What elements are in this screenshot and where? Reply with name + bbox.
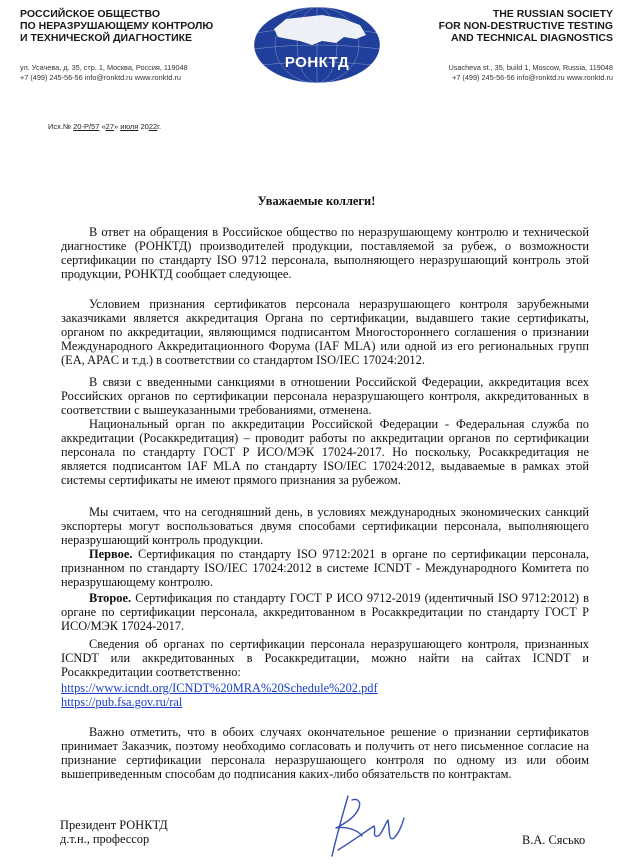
address-ru: ул. Усачева, д. 35, стр. 1, Москва, Россия, 119048 [20, 63, 188, 72]
paragraph-info-sources: Сведения об органах по сертификации персонала неразрушающего контроля, признанных ICNDT или аккредитованных в Росаккредитации, можно найти на сайтах ICNDT и Росаккредитации соответственно: [61, 637, 589, 679]
ronktd-logo [252, 5, 382, 91]
outgoing-day: 27 [105, 122, 115, 131]
org-name-ru-line-2: ПО НЕРАЗРУШАЮЩЕМУ КОНТРОЛЮ [20, 20, 214, 32]
first-lead-word: Первое. [89, 547, 133, 561]
outgoing-number-value: 20-Р/57 [73, 122, 100, 131]
org-name-en [383, 8, 613, 44]
org-name-ru [20, 8, 250, 44]
outgoing-prefix: Исх.№ [48, 122, 72, 131]
signatory-name: В.А. Сясько [522, 833, 586, 847]
org-name-en-line-1: THE RUSSIAN SOCIETY [492, 8, 613, 20]
signatory-block [60, 818, 168, 846]
outgoing-year: 22 [148, 122, 158, 131]
signatory-degree: д.т.н., профессор [60, 832, 150, 846]
address-block-ru [20, 63, 250, 83]
contacts-en: +7 (499) 245-56-56 info@ronktd.ru www.ronktd.ru [452, 73, 613, 82]
handwritten-signature [318, 790, 408, 862]
org-name-ru-line-3: И ТЕХНИЧЕСКОЙ ДИАГНОСТИКЕ [20, 32, 193, 44]
second-lead-word: Второе. [89, 591, 132, 605]
fsa-link[interactable]: https://pub.fsa.gov.ru/ral [61, 695, 183, 709]
paragraph-condition: Условием признания сертификатов персонала неразрушающего контроля зарубежными заказчиками является аккредитация Органа по сертификации, выдавшего такие сертификаты, органом по аккредитации, являющимся подписантом Многостороннего соглашения о признании Международного Аккредитационного Форума (IAF MLA) или одной из его региональных групп (EA, APAC и т.д.) в соответствии со стандартом ISO/IEC 17024:2012. [61, 297, 589, 367]
paragraph-sanctions: В связи с введенными санкциями в отношении Российской Федерации, аккредитация всех Российских органов по сертификации персонала неразрушающего контроля, аккредитованных в соответствии с вышеуказанными требованиями, отменена. [61, 375, 589, 417]
outgoing-suffix: г. [157, 122, 162, 131]
paragraph-second-way [61, 591, 589, 633]
org-name-en-line-3: AND TECHNICAL DIAGNOSTICS [451, 32, 613, 44]
paragraph-first-way [61, 547, 589, 589]
org-name-en-line-2: FOR NON-DESTRUCTIVE TESTING [438, 20, 613, 32]
signatory-title: Президент РОНКТД [60, 818, 168, 832]
org-name-ru-line-1: РОССИЙСКОЕ ОБЩЕСТВО [20, 8, 161, 20]
paragraph-customer-decision: Важно отметить, что в обоих случаях окончательное решение о признании сертификатов принимает Заказчик, поэтому необходимо согласовать и получить от него письменное согласие на признание сертификации персонала неразрушающего контроля по одному из или обоим вышеприведенным способам до подписания каких-либо обязательств по контрактам. [61, 725, 589, 781]
first-way-text: Сертификация по стандарту ISO 9712:2021 в органе по сертификации персонала, признанном по стандарту ISO/IEC 17024:2012 в системе ICNDT - Международного Комитета по неразрушающему контролю. [61, 547, 589, 589]
greeting: Уважаемые коллеги! [257, 194, 376, 208]
contacts-ru: +7 (499) 245-56-56 info@ronktd.ru www.ronktd.ru [20, 73, 181, 82]
address-block-en [383, 63, 613, 83]
icndt-link[interactable]: https://www.icndt.org/ICNDT%20MRA%20Schedule%202.pdf [61, 681, 378, 695]
outgoing-year-prefix: 20 [140, 122, 149, 131]
paragraph-intro: В ответ на обращения в Российское общество по неразрушающему контролю и технической диагностике (РОНКТД) производителей продукции, поставляемой за рубеж, о возможности сертификации по стандарту ISO 9712 персонала, выполняющего неразрушающий контроль этой продукции, РОНКТД сообщает следующее. [61, 225, 589, 281]
paragraph-two-ways: Мы считаем, что на сегодняшний день, в условиях международных экономических санкций экспортеры могут воспользоваться двумя способами сертификации персонала, выполняющего неразрушающий контроль продукции. [61, 505, 589, 547]
outgoing-number: Исх.№ 20-Р/57 «27» июля 2022г. [48, 122, 162, 131]
outgoing-month: июля [120, 122, 139, 131]
globe-icon [254, 7, 380, 83]
paragraph-national-body: Национальный орган по аккредитации Российской Федерации - Федеральная служба по аккредитации (Росаккредитация) – проводит работы по аккредитации органов по сертификации персонала по стандарту ГОСТ Р ИСО/МЭК 17024-2017. Но поскольку, Росаккредитация не является подписантом IAF MLA по стандарту ISO/IEC 17024:2012, выдаваемые в рамках этой системы сертификаты не имеют прямого признания за рубежом. [61, 417, 589, 487]
logo-text: РОНКТД [284, 54, 350, 71]
second-way-text: Сертификация по стандарту ГОСТ Р ИСО 9712-2019 (идентичный ISO 9712:2012) в органе по сертификации персонала, аккредитованном в Росаккредитации по стандарту ГОСТ Р ИСО/МЭК 17024-2017. [61, 591, 589, 633]
address-en: Usacheva st., 35, build 1, Moscow, Russia, 119048 [448, 63, 613, 72]
